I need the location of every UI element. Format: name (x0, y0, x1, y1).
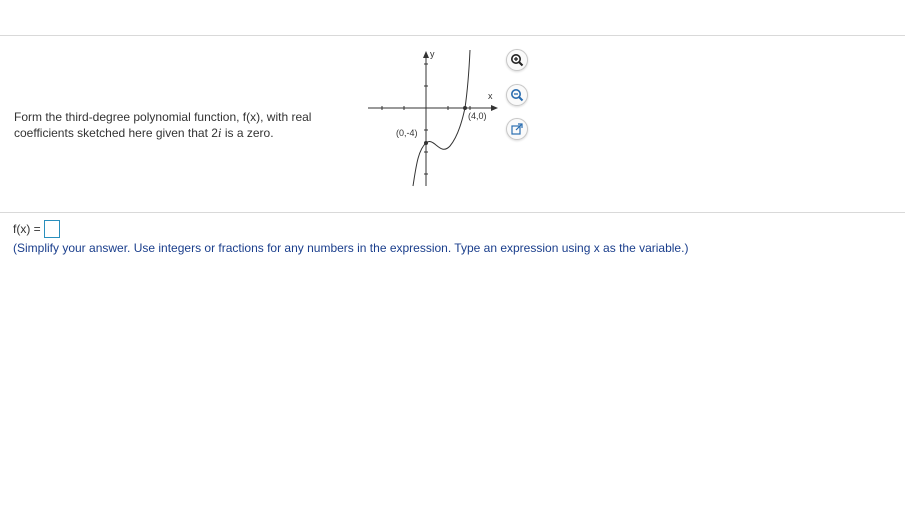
x-axis-arrow (491, 105, 498, 111)
point-x-intercept (463, 106, 467, 110)
point-b-label: (0,-4) (396, 128, 418, 138)
answer-instructions: (Simplify your answer. Use integers or fractions for any numbers in the expression. Type an expression using x as the variable.) (13, 241, 689, 255)
popout-button[interactable] (506, 118, 528, 140)
zoom-out-button[interactable] (506, 84, 528, 106)
x-axis-label: x (488, 91, 493, 101)
answer-divider (0, 212, 905, 213)
question-text (14, 110, 359, 141)
polynomial-graph (360, 42, 510, 192)
y-axis-label: y (430, 49, 435, 59)
point-y-intercept (424, 141, 428, 145)
answer-label: f(x) = (13, 222, 41, 236)
point-a-label: (4,0) (468, 111, 487, 121)
imaginary-unit: i (217, 125, 222, 140)
y-axis-arrow (423, 51, 429, 58)
zoom-in-icon (510, 53, 524, 67)
zoom-in-button[interactable] (506, 49, 528, 71)
question-line-2 (14, 125, 359, 141)
top-divider (0, 35, 905, 36)
popout-icon (511, 123, 523, 135)
answer-input[interactable] (44, 220, 60, 238)
answer-row (13, 220, 60, 238)
polynomial-curve (413, 50, 470, 186)
question-line-2-start: coefficients sketched here given that 2 (14, 126, 218, 140)
question-line-2-end: is a zero. (221, 126, 274, 140)
question-line-1: Form the third-degree polynomial function, f(x), with real (14, 110, 312, 124)
zoom-out-icon (510, 88, 524, 102)
